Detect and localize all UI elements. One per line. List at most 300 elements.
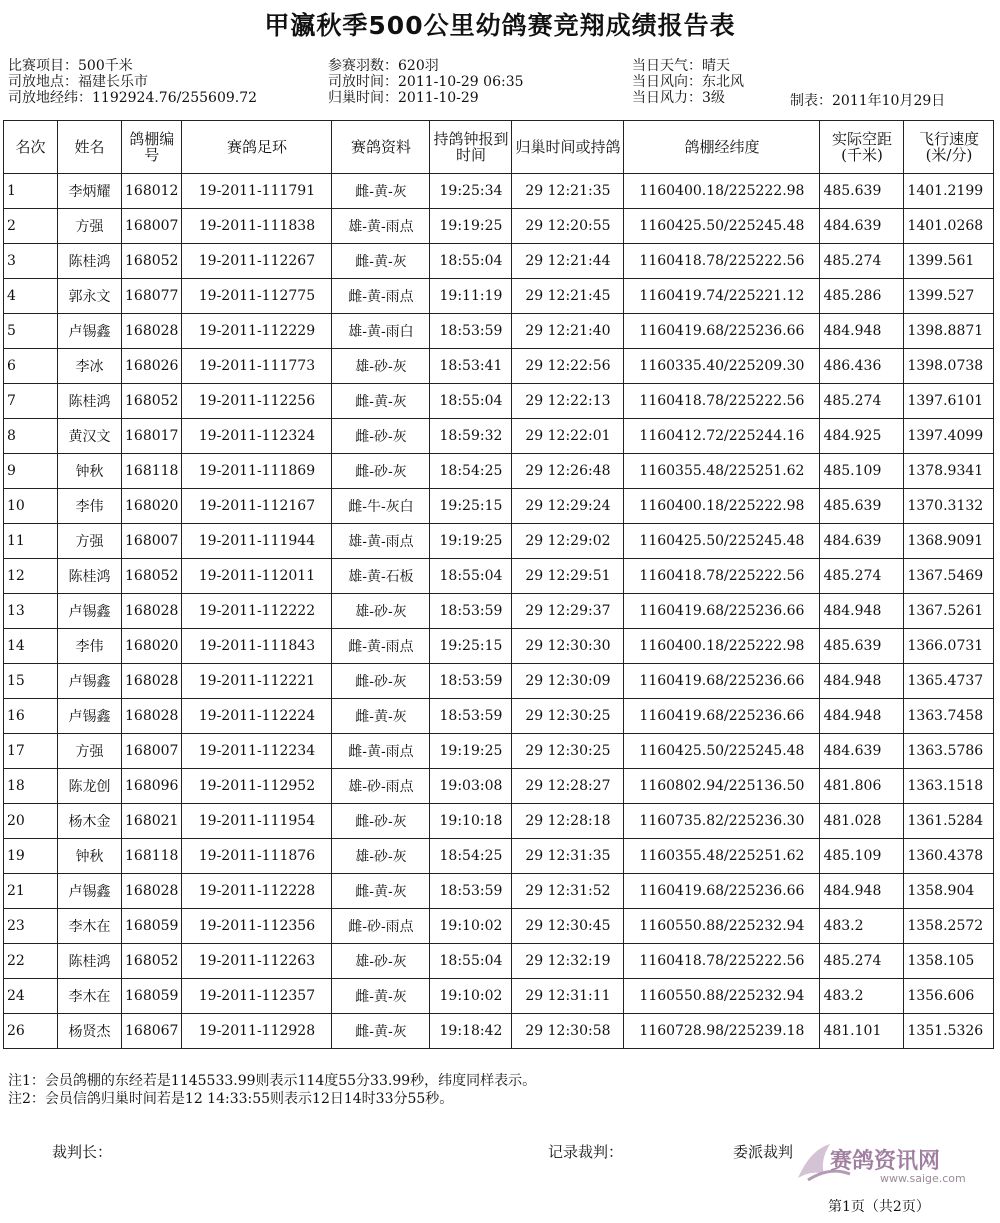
loft-id-cell: 168028 bbox=[122, 594, 182, 629]
name-cell: 杨贤杰 bbox=[58, 1014, 122, 1049]
table-row bbox=[4, 209, 994, 244]
footnote: 注2：会员信鸽归巢时间若是12 14:33:55则表示12日14时33分55秒。 bbox=[8, 1091, 454, 1107]
speed-cell: 1401.0268 bbox=[904, 209, 994, 244]
loft-id-cell: 168007 bbox=[122, 734, 182, 769]
coordinates-cell: 1160412.72/225244.16 bbox=[624, 419, 820, 454]
arrival-time-cell: 29 12:29:51 bbox=[512, 559, 624, 594]
name-cell: 陈桂鸿 bbox=[58, 559, 122, 594]
table-row bbox=[4, 524, 994, 559]
coordinates-cell: 1160550.88/225232.94 bbox=[624, 979, 820, 1014]
pigeon-info-cell: 雄-黄-雨点 bbox=[332, 524, 430, 559]
speed-cell: 1367.5469 bbox=[904, 559, 994, 594]
rank-cell: 6 bbox=[4, 349, 58, 384]
speed-cell: 1367.5261 bbox=[904, 594, 994, 629]
distance-cell: 484.948 bbox=[820, 314, 904, 349]
arrival-time-cell: 29 12:30:30 bbox=[512, 629, 624, 664]
pigeon-info-cell: 雄-黄-雨白 bbox=[332, 314, 430, 349]
loft-id-cell: 168052 bbox=[122, 384, 182, 419]
ring-cell: 19-2011-112357 bbox=[182, 979, 332, 1014]
ring-cell: 19-2011-112775 bbox=[182, 279, 332, 314]
coordinates-cell: 1160355.48/225251.62 bbox=[624, 454, 820, 489]
ring-cell: 19-2011-112952 bbox=[182, 769, 332, 804]
distance-cell: 485.109 bbox=[820, 839, 904, 874]
coordinates-cell: 1160419.74/225221.12 bbox=[624, 279, 820, 314]
clock-time-cell: 18:53:59 bbox=[430, 314, 512, 349]
ring-cell: 19-2011-112324 bbox=[182, 419, 332, 454]
ring-cell: 19-2011-111791 bbox=[182, 174, 332, 209]
ring-cell: 19-2011-111773 bbox=[182, 349, 332, 384]
coordinates-cell: 1160425.50/225245.48 bbox=[624, 734, 820, 769]
name-cell: 陈龙创 bbox=[58, 769, 122, 804]
distance-cell: 484.948 bbox=[820, 594, 904, 629]
pigeon-info-cell: 雌-黄-灰 bbox=[332, 979, 430, 1014]
speed-cell: 1398.8871 bbox=[904, 314, 994, 349]
table-header-row bbox=[4, 121, 994, 174]
arrival-time-cell: 29 12:21:45 bbox=[512, 279, 624, 314]
distance-cell: 485.274 bbox=[820, 244, 904, 279]
pigeon-info-cell: 雌-黄-灰 bbox=[332, 244, 430, 279]
speed-cell: 1361.5284 bbox=[904, 804, 994, 839]
table-row bbox=[4, 594, 994, 629]
speed-cell: 1370.3132 bbox=[904, 489, 994, 524]
rank-cell: 22 bbox=[4, 944, 58, 979]
coordinates-cell: 1160400.18/225222.98 bbox=[624, 629, 820, 664]
clock-time-cell: 18:55:04 bbox=[430, 559, 512, 594]
name-cell: 钟秋 bbox=[58, 454, 122, 489]
name-cell: 陈桂鸿 bbox=[58, 244, 122, 279]
distance-cell: 481.028 bbox=[820, 804, 904, 839]
pigeon-info-cell: 雄-砂-灰 bbox=[332, 944, 430, 979]
speed-cell: 1397.6101 bbox=[904, 384, 994, 419]
report-date: 制表：2011年10月29日 bbox=[790, 93, 946, 109]
table-row bbox=[4, 279, 994, 314]
appointed-referee-label: 委派裁判 bbox=[733, 1143, 794, 1161]
meta-column-3 bbox=[632, 58, 744, 106]
loft-id-cell: 168067 bbox=[122, 1014, 182, 1049]
loft-id-cell: 168077 bbox=[122, 279, 182, 314]
meta-item: 当日风力：3级 bbox=[632, 90, 725, 106]
speed-cell: 1397.4099 bbox=[904, 419, 994, 454]
speed-cell: 1399.561 bbox=[904, 244, 994, 279]
column-header: 持鸽钟报到时间 bbox=[430, 121, 512, 174]
ring-cell: 19-2011-111954 bbox=[182, 804, 332, 839]
name-cell: 陈桂鸿 bbox=[58, 384, 122, 419]
loft-id-cell: 168007 bbox=[122, 209, 182, 244]
coordinates-cell: 1160418.78/225222.56 bbox=[624, 244, 820, 279]
speed-cell: 1356.606 bbox=[904, 979, 994, 1014]
table-row bbox=[4, 314, 994, 349]
recording-referee-label: 记录裁判： bbox=[548, 1143, 624, 1161]
clock-time-cell: 19:10:02 bbox=[430, 909, 512, 944]
coordinates-cell: 1160418.78/225222.56 bbox=[624, 384, 820, 419]
meta-item: 司放地经纬：1192924.76/255609.72 bbox=[8, 90, 258, 106]
distance-cell: 484.639 bbox=[820, 524, 904, 559]
distance-cell: 485.109 bbox=[820, 454, 904, 489]
meta-column-1 bbox=[8, 58, 257, 106]
speed-cell: 1398.0738 bbox=[904, 349, 994, 384]
column-header: 鸽棚编号 bbox=[122, 121, 182, 174]
ring-cell: 19-2011-112263 bbox=[182, 944, 332, 979]
coordinates-cell: 1160418.78/225222.56 bbox=[624, 944, 820, 979]
meta-item: 当日天气：晴天 bbox=[632, 58, 730, 74]
name-cell: 李伟 bbox=[58, 629, 122, 664]
distance-cell: 483.2 bbox=[820, 979, 904, 1014]
loft-id-cell: 168020 bbox=[122, 489, 182, 524]
report-title: 甲瀛秋季500公里幼鸽赛竞翔成绩报告表 bbox=[264, 11, 736, 40]
pigeon-info-cell: 雄-砂-雨点 bbox=[332, 769, 430, 804]
column-header: 实际空距(千米) bbox=[820, 121, 904, 174]
speed-cell: 1363.1518 bbox=[904, 769, 994, 804]
column-header: 飞行速度(米/分) bbox=[904, 121, 994, 174]
distance-cell: 484.948 bbox=[820, 699, 904, 734]
table-row bbox=[4, 699, 994, 734]
name-cell: 卢锡鑫 bbox=[58, 699, 122, 734]
clock-time-cell: 19:19:25 bbox=[430, 734, 512, 769]
table-row bbox=[4, 489, 994, 524]
loft-id-cell: 168021 bbox=[122, 804, 182, 839]
meta-item: 比赛项目：500千米 bbox=[8, 58, 133, 74]
loft-id-cell: 168028 bbox=[122, 664, 182, 699]
arrival-time-cell: 29 12:21:40 bbox=[512, 314, 624, 349]
arrival-time-cell: 29 12:21:44 bbox=[512, 244, 624, 279]
distance-cell: 485.639 bbox=[820, 629, 904, 664]
coordinates-cell: 1160419.68/225236.66 bbox=[624, 874, 820, 909]
pigeon-info-cell: 雌-黄-雨点 bbox=[332, 734, 430, 769]
distance-cell: 484.639 bbox=[820, 209, 904, 244]
distance-cell: 481.101 bbox=[820, 1014, 904, 1049]
arrival-time-cell: 29 12:21:35 bbox=[512, 174, 624, 209]
pigeon-info-cell: 雌-砂-灰 bbox=[332, 804, 430, 839]
ring-cell: 19-2011-112224 bbox=[182, 699, 332, 734]
rank-cell: 3 bbox=[4, 244, 58, 279]
name-cell: 卢锡鑫 bbox=[58, 664, 122, 699]
clock-time-cell: 19:19:25 bbox=[430, 524, 512, 559]
ring-cell: 19-2011-112234 bbox=[182, 734, 332, 769]
table-row bbox=[4, 734, 994, 769]
clock-time-cell: 18:53:41 bbox=[430, 349, 512, 384]
arrival-time-cell: 29 12:29:37 bbox=[512, 594, 624, 629]
loft-id-cell: 168012 bbox=[122, 174, 182, 209]
coordinates-cell: 1160400.18/225222.98 bbox=[624, 489, 820, 524]
rank-cell: 2 bbox=[4, 209, 58, 244]
distance-cell: 485.274 bbox=[820, 559, 904, 594]
table-row bbox=[4, 384, 994, 419]
rank-cell: 4 bbox=[4, 279, 58, 314]
clock-time-cell: 19:10:18 bbox=[430, 804, 512, 839]
arrival-time-cell: 29 12:28:18 bbox=[512, 804, 624, 839]
ring-cell: 19-2011-111944 bbox=[182, 524, 332, 559]
distance-cell: 486.436 bbox=[820, 349, 904, 384]
table-row bbox=[4, 349, 994, 384]
arrival-time-cell: 29 12:26:48 bbox=[512, 454, 624, 489]
name-cell: 卢锡鑫 bbox=[58, 594, 122, 629]
ring-cell: 19-2011-112267 bbox=[182, 244, 332, 279]
name-cell: 黄汉文 bbox=[58, 419, 122, 454]
name-cell: 卢锡鑫 bbox=[58, 314, 122, 349]
rank-cell: 1 bbox=[4, 174, 58, 209]
pigeon-info-cell: 雌-牛-灰白 bbox=[332, 489, 430, 524]
arrival-time-cell: 29 12:31:35 bbox=[512, 839, 624, 874]
meta-column-2 bbox=[328, 58, 524, 106]
column-header: 归巢时间或持鸽 bbox=[512, 121, 624, 174]
table-row bbox=[4, 1014, 994, 1049]
speed-cell: 1399.527 bbox=[904, 279, 994, 314]
name-cell: 方强 bbox=[58, 209, 122, 244]
rank-cell: 10 bbox=[4, 489, 58, 524]
rank-cell: 5 bbox=[4, 314, 58, 349]
distance-cell: 485.274 bbox=[820, 384, 904, 419]
loft-id-cell: 168028 bbox=[122, 314, 182, 349]
clock-time-cell: 18:55:04 bbox=[430, 384, 512, 419]
speed-cell: 1401.2199 bbox=[904, 174, 994, 209]
distance-cell: 485.274 bbox=[820, 944, 904, 979]
loft-id-cell: 168059 bbox=[122, 979, 182, 1014]
arrival-time-cell: 29 12:29:02 bbox=[512, 524, 624, 559]
distance-cell: 483.2 bbox=[820, 909, 904, 944]
rank-cell: 20 bbox=[4, 804, 58, 839]
clock-time-cell: 19:18:42 bbox=[430, 1014, 512, 1049]
speed-cell: 1351.5326 bbox=[904, 1014, 994, 1049]
coordinates-cell: 1160335.40/225209.30 bbox=[624, 349, 820, 384]
rank-cell: 14 bbox=[4, 629, 58, 664]
coordinates-cell: 1160550.88/225232.94 bbox=[624, 909, 820, 944]
ring-cell: 19-2011-111869 bbox=[182, 454, 332, 489]
clock-time-cell: 19:10:02 bbox=[430, 979, 512, 1014]
distance-cell: 484.948 bbox=[820, 874, 904, 909]
name-cell: 陈桂鸿 bbox=[58, 944, 122, 979]
name-cell: 卢锡鑫 bbox=[58, 874, 122, 909]
pigeon-info-cell: 雌-砂-灰 bbox=[332, 419, 430, 454]
chief-referee-label: 裁判长： bbox=[52, 1143, 113, 1161]
column-header: 名次 bbox=[4, 121, 58, 174]
table-row bbox=[4, 909, 994, 944]
watermark-text: 赛鸽资讯网 bbox=[830, 1149, 941, 1174]
rank-cell: 24 bbox=[4, 979, 58, 1014]
pigeon-info-cell: 雌-黄-灰 bbox=[332, 699, 430, 734]
distance-cell: 484.925 bbox=[820, 419, 904, 454]
arrival-time-cell: 29 12:22:13 bbox=[512, 384, 624, 419]
coordinates-cell: 1160418.78/225222.56 bbox=[624, 559, 820, 594]
speed-cell: 1378.9341 bbox=[904, 454, 994, 489]
clock-time-cell: 18:54:25 bbox=[430, 454, 512, 489]
clock-time-cell: 18:53:59 bbox=[430, 664, 512, 699]
distance-cell: 484.948 bbox=[820, 664, 904, 699]
table-row bbox=[4, 874, 994, 909]
pigeon-info-cell: 雌-砂-雨点 bbox=[332, 909, 430, 944]
coordinates-cell: 1160802.94/225136.50 bbox=[624, 769, 820, 804]
clock-time-cell: 18:54:25 bbox=[430, 839, 512, 874]
ring-cell: 19-2011-112256 bbox=[182, 384, 332, 419]
speed-cell: 1360.4378 bbox=[904, 839, 994, 874]
loft-id-cell: 168026 bbox=[122, 349, 182, 384]
coordinates-cell: 1160419.68/225236.66 bbox=[624, 699, 820, 734]
loft-id-cell: 168052 bbox=[122, 559, 182, 594]
column-header: 赛鸽资料 bbox=[332, 121, 430, 174]
distance-cell: 484.639 bbox=[820, 734, 904, 769]
arrival-time-cell: 29 12:32:19 bbox=[512, 944, 624, 979]
distance-cell: 485.286 bbox=[820, 279, 904, 314]
coordinates-cell: 1160419.68/225236.66 bbox=[624, 314, 820, 349]
table-row bbox=[4, 769, 994, 804]
speed-cell: 1358.904 bbox=[904, 874, 994, 909]
distance-cell: 481.806 bbox=[820, 769, 904, 804]
clock-time-cell: 18:55:04 bbox=[430, 944, 512, 979]
loft-id-cell: 168059 bbox=[122, 909, 182, 944]
name-cell: 李炳耀 bbox=[58, 174, 122, 209]
speed-cell: 1358.2572 bbox=[904, 909, 994, 944]
ring-cell: 19-2011-112356 bbox=[182, 909, 332, 944]
rank-cell: 15 bbox=[4, 664, 58, 699]
pigeon-info-cell: 雌-黄-雨点 bbox=[332, 279, 430, 314]
arrival-time-cell: 29 12:22:01 bbox=[512, 419, 624, 454]
clock-time-cell: 19:25:15 bbox=[430, 489, 512, 524]
coordinates-cell: 1160355.48/225251.62 bbox=[624, 839, 820, 874]
pigeon-info-cell: 雌-砂-灰 bbox=[332, 454, 430, 489]
coordinates-cell: 1160728.98/225239.18 bbox=[624, 1014, 820, 1049]
rank-cell: 12 bbox=[4, 559, 58, 594]
pigeon-info-cell: 雄-黄-雨点 bbox=[332, 209, 430, 244]
table-body bbox=[4, 174, 994, 1049]
table-row bbox=[4, 979, 994, 1014]
ring-cell: 19-2011-112167 bbox=[182, 489, 332, 524]
pigeon-info-cell: 雌-砂-灰 bbox=[332, 664, 430, 699]
table-row bbox=[4, 804, 994, 839]
speed-cell: 1368.9091 bbox=[904, 524, 994, 559]
pigeon-info-cell: 雄-砂-灰 bbox=[332, 349, 430, 384]
name-cell: 方强 bbox=[58, 734, 122, 769]
rank-cell: 18 bbox=[4, 769, 58, 804]
name-cell: 杨木金 bbox=[58, 804, 122, 839]
arrival-time-cell: 29 12:31:52 bbox=[512, 874, 624, 909]
coordinates-cell: 1160419.68/225236.66 bbox=[624, 594, 820, 629]
pigeon-info-cell: 雌-黄-灰 bbox=[332, 174, 430, 209]
arrival-time-cell: 29 12:30:09 bbox=[512, 664, 624, 699]
arrival-time-cell: 29 12:31:11 bbox=[512, 979, 624, 1014]
footnotes bbox=[8, 1072, 536, 1108]
footnote: 注1：会员鸽棚的东经若是1145533.99则表示114度55分33.99秒，纬度同样表示。 bbox=[8, 1073, 537, 1089]
rank-cell: 26 bbox=[4, 1014, 58, 1049]
clock-time-cell: 19:11:19 bbox=[430, 279, 512, 314]
speed-cell: 1358.105 bbox=[904, 944, 994, 979]
meta-item: 参赛羽数：620羽 bbox=[328, 58, 439, 74]
arrival-time-cell: 29 12:30:58 bbox=[512, 1014, 624, 1049]
column-header: 赛鸽足环 bbox=[182, 121, 332, 174]
coordinates-cell: 1160735.82/225236.30 bbox=[624, 804, 820, 839]
distance-cell: 485.639 bbox=[820, 174, 904, 209]
table-row bbox=[4, 419, 994, 454]
pigeon-info-cell: 雌-黄-雨点 bbox=[332, 629, 430, 664]
meta-item: 司放地点：福建长乐市 bbox=[8, 74, 148, 90]
loft-id-cell: 168096 bbox=[122, 769, 182, 804]
arrival-time-cell: 29 12:30:25 bbox=[512, 699, 624, 734]
coordinates-cell: 1160425.50/225245.48 bbox=[624, 209, 820, 244]
arrival-time-cell: 29 12:30:45 bbox=[512, 909, 624, 944]
name-cell: 方强 bbox=[58, 524, 122, 559]
arrival-time-cell: 29 12:30:25 bbox=[512, 734, 624, 769]
ring-cell: 19-2011-111843 bbox=[182, 629, 332, 664]
loft-id-cell: 168007 bbox=[122, 524, 182, 559]
rank-cell: 8 bbox=[4, 419, 58, 454]
pigeon-info-cell: 雄-砂-灰 bbox=[332, 594, 430, 629]
rank-cell: 16 bbox=[4, 699, 58, 734]
meta-item: 司放时间：2011-10-29 06:35 bbox=[328, 74, 524, 90]
meta-item: 归巢时间：2011-10-29 bbox=[328, 90, 479, 106]
loft-id-cell: 168052 bbox=[122, 944, 182, 979]
watermark-url: www.saige.com bbox=[880, 1172, 966, 1185]
page-number: 第1页（共2页） bbox=[828, 1199, 930, 1215]
clock-time-cell: 19:25:15 bbox=[430, 629, 512, 664]
rank-cell: 19 bbox=[4, 839, 58, 874]
ring-cell: 19-2011-111838 bbox=[182, 209, 332, 244]
arrival-time-cell: 29 12:20:55 bbox=[512, 209, 624, 244]
table-row bbox=[4, 839, 994, 874]
clock-time-cell: 18:53:59 bbox=[430, 699, 512, 734]
column-header: 姓名 bbox=[58, 121, 122, 174]
name-cell: 郭永文 bbox=[58, 279, 122, 314]
distance-cell: 485.639 bbox=[820, 489, 904, 524]
rank-cell: 11 bbox=[4, 524, 58, 559]
ring-cell: 19-2011-112222 bbox=[182, 594, 332, 629]
arrival-time-cell: 29 12:22:56 bbox=[512, 349, 624, 384]
arrival-time-cell: 29 12:29:24 bbox=[512, 489, 624, 524]
ring-cell: 19-2011-112221 bbox=[182, 664, 332, 699]
pigeon-info-cell: 雌-黄-灰 bbox=[332, 874, 430, 909]
rank-cell: 13 bbox=[4, 594, 58, 629]
table-row bbox=[4, 559, 994, 594]
ring-cell: 19-2011-112011 bbox=[182, 559, 332, 594]
rank-cell: 9 bbox=[4, 454, 58, 489]
speed-cell: 1363.5786 bbox=[904, 734, 994, 769]
table-row bbox=[4, 664, 994, 699]
ring-cell: 19-2011-112229 bbox=[182, 314, 332, 349]
clock-time-cell: 18:53:59 bbox=[430, 594, 512, 629]
clock-time-cell: 18:53:59 bbox=[430, 874, 512, 909]
table-row bbox=[4, 244, 994, 279]
loft-id-cell: 168118 bbox=[122, 454, 182, 489]
clock-time-cell: 19:19:25 bbox=[430, 209, 512, 244]
arrival-time-cell: 29 12:28:27 bbox=[512, 769, 624, 804]
clock-time-cell: 19:25:34 bbox=[430, 174, 512, 209]
clock-time-cell: 19:03:08 bbox=[430, 769, 512, 804]
loft-id-cell: 168017 bbox=[122, 419, 182, 454]
name-cell: 钟秋 bbox=[58, 839, 122, 874]
rank-cell: 21 bbox=[4, 874, 58, 909]
ring-cell: 19-2011-111876 bbox=[182, 839, 332, 874]
table-row bbox=[4, 629, 994, 664]
pigeon-info-cell: 雄-砂-灰 bbox=[332, 839, 430, 874]
pigeon-info-cell: 雄-黄-石板 bbox=[332, 559, 430, 594]
ring-cell: 19-2011-112228 bbox=[182, 874, 332, 909]
pigeon-info-cell: 雌-黄-灰 bbox=[332, 384, 430, 419]
results-table bbox=[3, 120, 994, 1049]
table-row bbox=[4, 944, 994, 979]
table-row bbox=[4, 454, 994, 489]
ring-cell: 19-2011-112928 bbox=[182, 1014, 332, 1049]
clock-time-cell: 18:59:32 bbox=[430, 419, 512, 454]
pigeon-info-cell: 雌-黄-灰 bbox=[332, 1014, 430, 1049]
name-cell: 李冰 bbox=[58, 349, 122, 384]
rank-cell: 17 bbox=[4, 734, 58, 769]
loft-id-cell: 168028 bbox=[122, 874, 182, 909]
column-header: 鸽棚经纬度 bbox=[624, 121, 820, 174]
loft-id-cell: 168020 bbox=[122, 629, 182, 664]
speed-cell: 1363.7458 bbox=[904, 699, 994, 734]
rank-cell: 7 bbox=[4, 384, 58, 419]
loft-id-cell: 168052 bbox=[122, 244, 182, 279]
speed-cell: 1365.4737 bbox=[904, 664, 994, 699]
name-cell: 李木在 bbox=[58, 979, 122, 1014]
table-row bbox=[4, 174, 994, 209]
